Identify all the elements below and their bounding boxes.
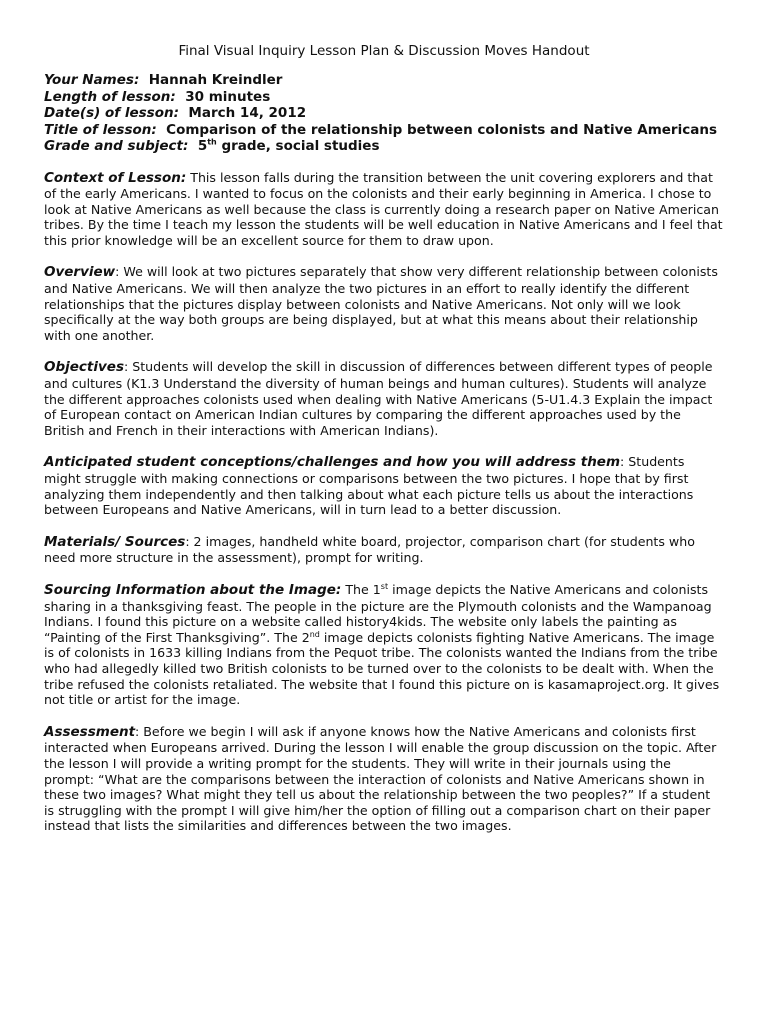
names-line bbox=[44, 72, 724, 89]
lesson-title-label: Title of lesson: bbox=[44, 121, 157, 138]
assessment-section bbox=[44, 724, 724, 834]
sourcing-text-a: The 1 bbox=[345, 581, 381, 597]
objectives-label: Objectives bbox=[44, 359, 124, 376]
grade-superscript: th bbox=[207, 137, 217, 147]
anticipated-label: Anticipated student conceptions/challenges and how you will address them bbox=[44, 454, 621, 471]
anticipated-section bbox=[44, 454, 724, 517]
anticipated-text: : Students might struggle with making connections or comparisons between the two pictures. I hope that by first analyzing them independently and then talking about what each picture tells us about the interactions between Europeans and Native Americans, will in turn lead to a better discussion. bbox=[44, 454, 694, 518]
context-text: This lesson falls during the transition between the unit covering explorers and that of the early Americans. I wanted to focus on the colonists and their early beginning in America. I chose to look at Native Americans as well because the class is currently doing a research paper on Native American tribes. By the time I teach my lesson the students will be well education in Native Americans and I feel that this prior knowledge will be an excellent source for them to draw upon. bbox=[44, 169, 723, 248]
assessment-text: : Before we begin I will ask if anyone knows how the Native Americans and colonists first interacted when Europeans arrived. During the lesson I will enable the group discussion on the topic. After the lesson I will provide a writing prompt for the students. They will write in their journals using the prompt: “What are the comparisons between the interaction of colonists and Native Americans shown in these two images? What might they tell us about the relationship between the two peoples?” If a student is struggling with the prompt I will give him/her the option of filling out a comparison chart on their paper instead that lists the similarities and differences between the two images. bbox=[44, 723, 717, 834]
sourcing-text-b: image depicts the Native Americans and colonists sharing in a thanksgiving feast. The people in the picture are the Plymouth colonists and the Wampanoag Indians. I found this picture on a website called history4kids. The website only labels the painting as “Painting of the First Thanksgiving”. The 2 bbox=[44, 581, 712, 645]
objectives-section bbox=[44, 359, 724, 438]
context-label: Context of Lesson: bbox=[44, 169, 187, 186]
lesson-title-line bbox=[44, 122, 724, 139]
sourcing-text-c: image depicts colonists fighting Native Americans. The image is of colonists in 1633 killing Indians from the Pequot tribe. The colonists wanted the Indians from the tribe who had allegedly killed two British colonists to be turned over to the colonists to be dealt with. When the tribe refused the colonists retaliated. The website that I found this picture on is kasamaproject.org. It gives not title or artist for the image. bbox=[44, 629, 720, 708]
length-line bbox=[44, 89, 724, 106]
dates-value: March 14, 2012 bbox=[188, 105, 307, 121]
sourcing-section bbox=[44, 582, 724, 708]
dates-line bbox=[44, 105, 724, 122]
overview-text: : We will look at two pictures separately that show very different relationship between colonists and Native Americans. We will then analyze the two pictures in an effort to really identify the different relationships that the pictures display between colonists and Native Americans. Not only will we look specifically at the way both groups are being displayed, but at what this means about their relationship with one another. bbox=[44, 264, 718, 343]
overview-section bbox=[44, 264, 724, 343]
names-value: Hannah Kreindler bbox=[148, 72, 283, 88]
overview-label: Overview bbox=[44, 264, 116, 281]
document-page bbox=[44, 42, 724, 850]
document-title: Final Visual Inquiry Lesson Plan & Discussion Moves Handout bbox=[178, 43, 590, 59]
grade-label: Grade and subject: bbox=[44, 138, 189, 154]
objectives-text: : Students will develop the skill in discussion of differences between different types of people and cultures (K1.3 Understand the diversity of human beings and human cultures). Students will analyze the different approaches colonists used when dealing with Native Americans (5-U1.4.3 Explain the impact of European contact on American Indian cultures by comparing the different approaches used by the British and French in their interactions with American Indians). bbox=[44, 359, 713, 438]
sourcing-label: Sourcing Information about the Image: bbox=[44, 581, 342, 598]
length-label: Length of lesson: bbox=[44, 88, 176, 105]
materials-section bbox=[44, 534, 724, 566]
materials-text: : 2 images, handheld white board, projector, comparison chart (for students who need more structure in the assessment), prompt for writing. bbox=[44, 533, 695, 566]
lesson-title-value: Comparison of the relationship between colonists and Native Americans bbox=[166, 121, 717, 138]
sourcing-superscript-a: st bbox=[380, 581, 389, 591]
grade-number: 5 bbox=[197, 138, 208, 154]
names-label: Your Names: bbox=[44, 72, 140, 88]
materials-label: Materials/ Sources bbox=[44, 533, 186, 550]
grade-line bbox=[44, 138, 724, 155]
grade-rest: grade, social studies bbox=[221, 138, 380, 154]
sourcing-superscript-b: nd bbox=[309, 629, 320, 639]
dates-label: Date(s) of lesson: bbox=[44, 105, 179, 121]
length-value: 30 minutes bbox=[185, 88, 271, 105]
lesson-metadata bbox=[44, 72, 724, 155]
assessment-label: Assessment bbox=[44, 723, 136, 740]
context-section bbox=[44, 170, 724, 249]
